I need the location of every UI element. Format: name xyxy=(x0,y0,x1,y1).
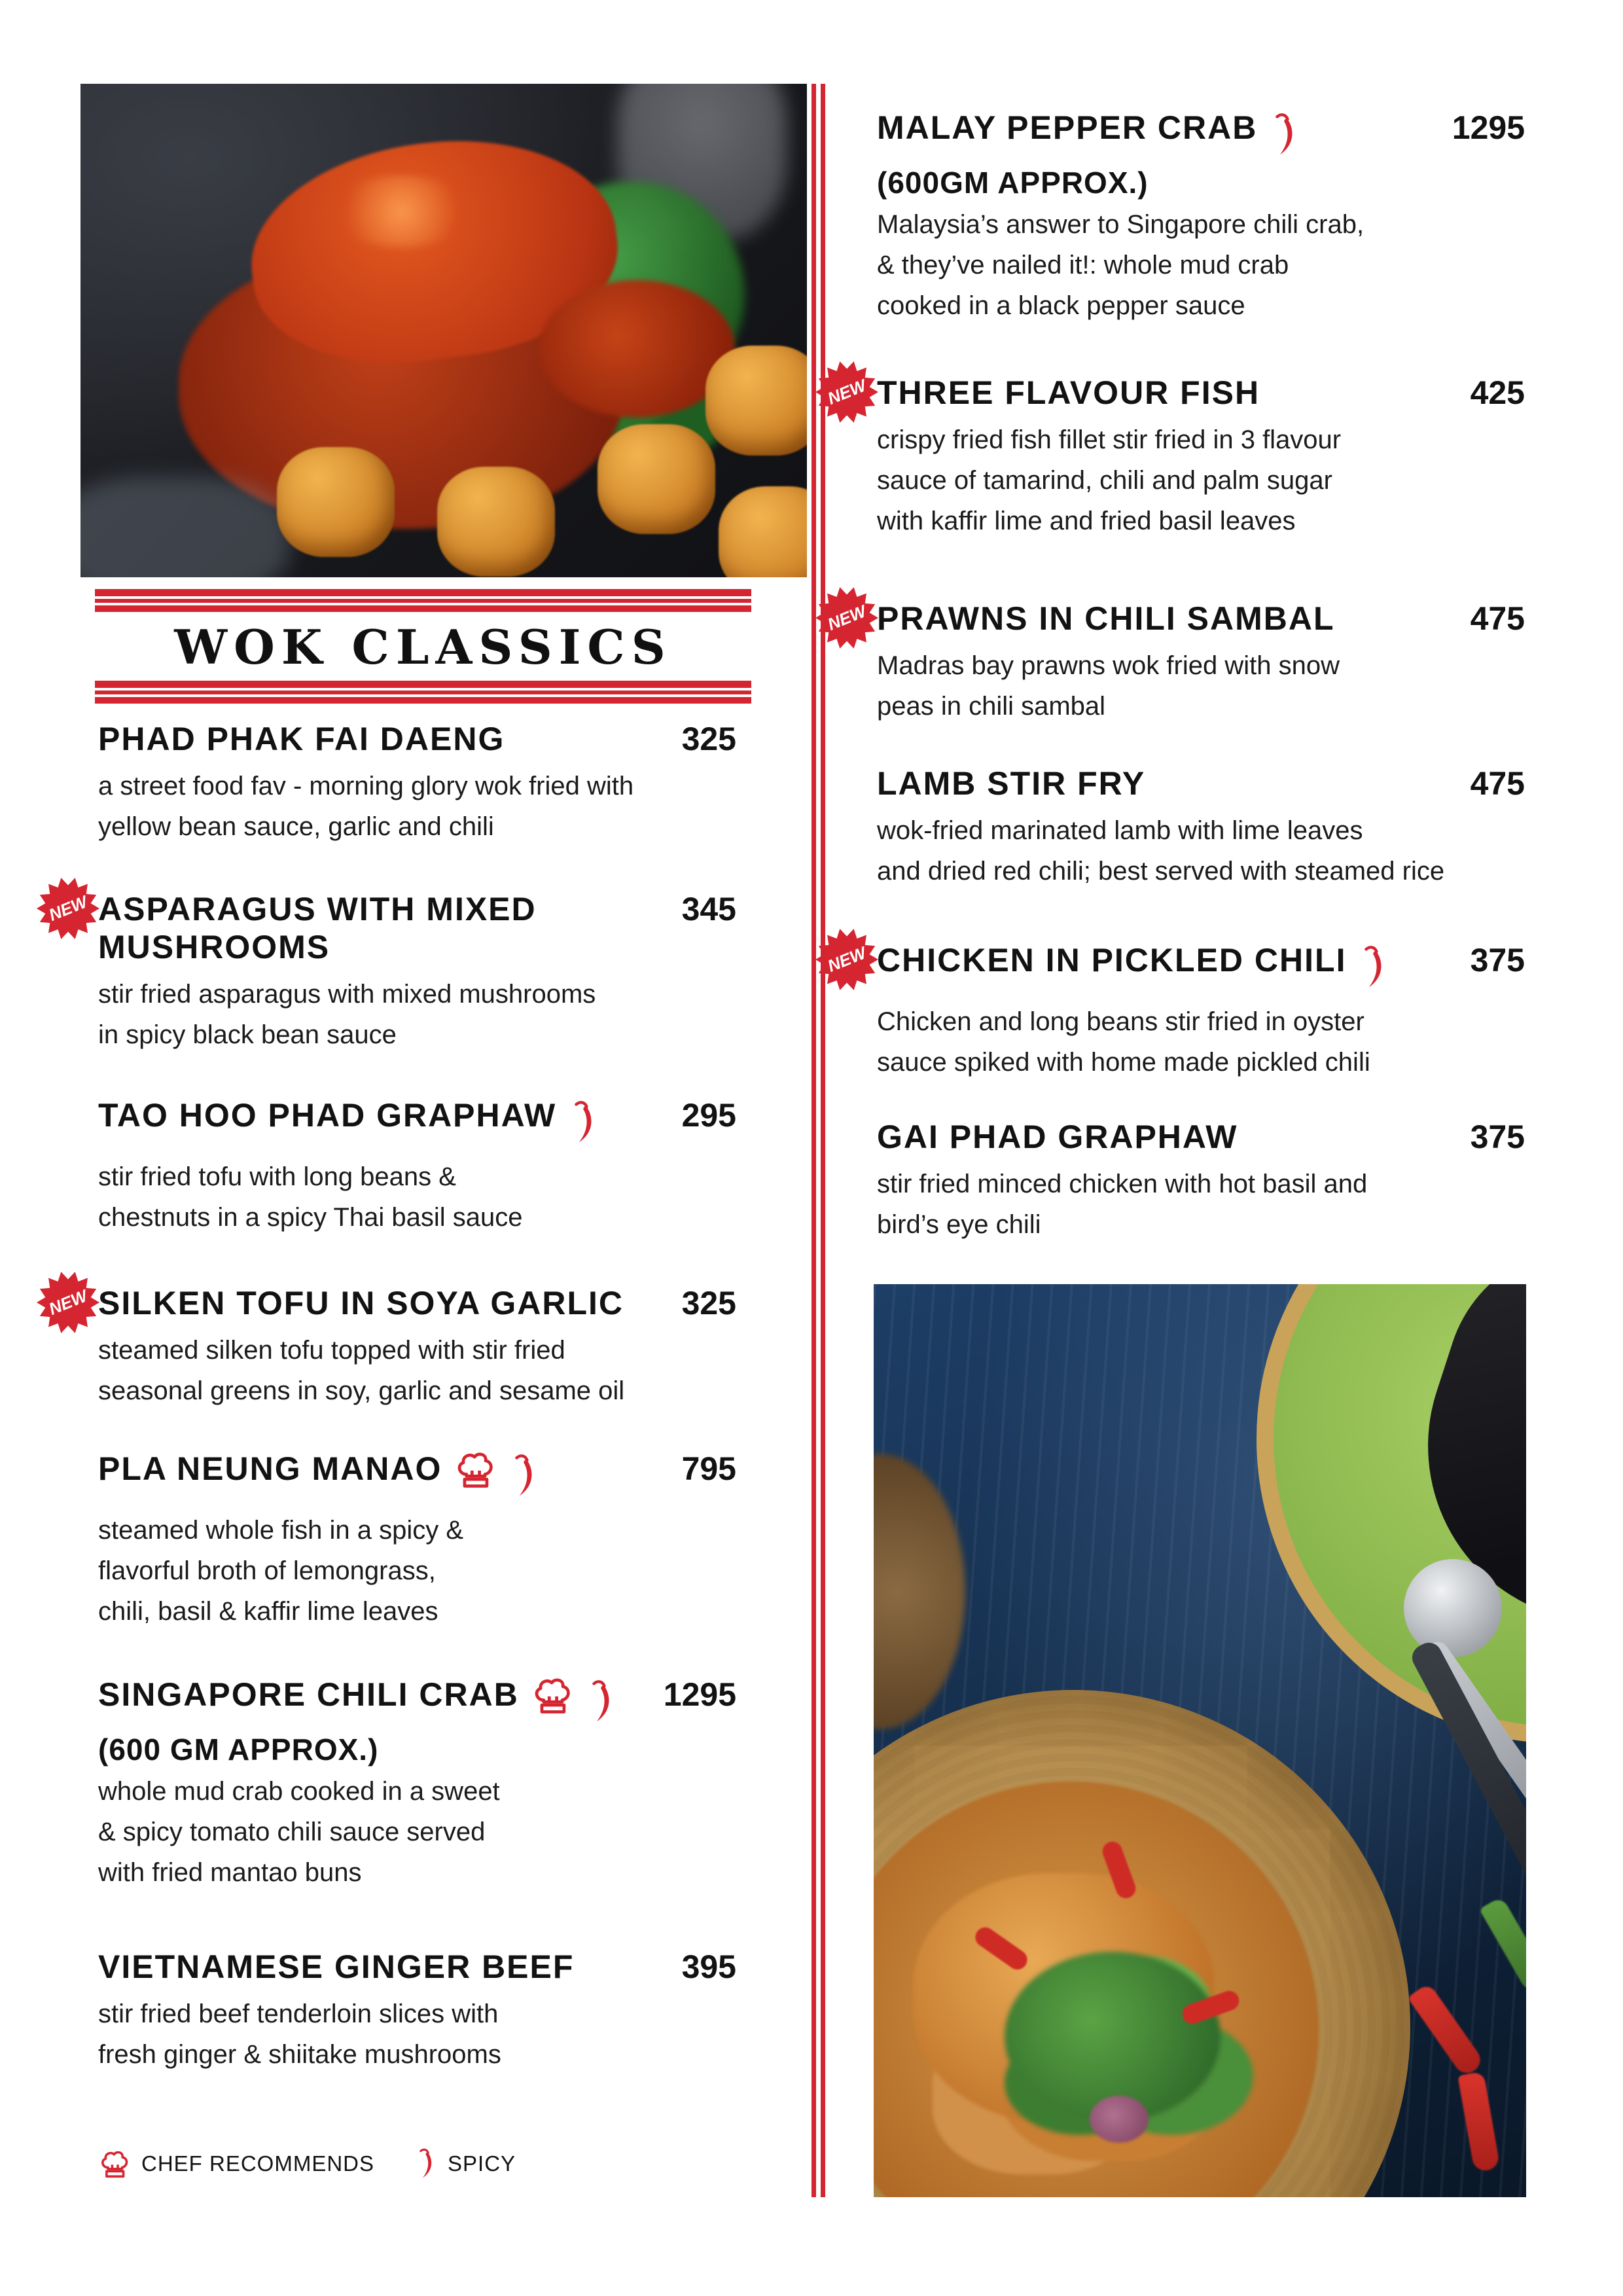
menu-item-malay-pepper-crab xyxy=(877,109,1525,326)
legend xyxy=(98,2145,516,2182)
item-price: 295 xyxy=(681,1097,736,1134)
spoon-icon xyxy=(1404,1559,1502,1657)
item-desc: stir fried beef tenderloin slices with xyxy=(98,2000,499,2028)
menu-item-lamb-stir-fry xyxy=(877,764,1525,891)
menu-item-tao-hoo-phad-graphaw xyxy=(98,1096,736,1238)
item-desc: Malaysia’s answer to Singapore chili crab, xyxy=(877,210,1364,239)
item-desc: and dried red chili; best served with steamed rice xyxy=(877,857,1445,886)
chili-icon xyxy=(508,1450,540,1502)
menu-item-singapore-chili-crab xyxy=(98,1676,736,1893)
new-badge xyxy=(815,361,878,423)
header-rule-bottom xyxy=(95,681,751,704)
menu-item-phad-phak-fai-daeng xyxy=(98,720,736,847)
chef-hat-icon xyxy=(454,1450,497,1489)
legend-chef-label: CHEF RECOMMENDS xyxy=(141,2151,375,2176)
chili-icon xyxy=(1269,109,1300,161)
item-title: CHICKEN IN PICKLED CHILI xyxy=(877,942,1347,978)
item-desc: with kaffir lime and fried basil leaves xyxy=(877,507,1296,535)
new-badge xyxy=(815,586,878,649)
chef-hat-icon xyxy=(98,2149,131,2179)
item-desc: in spicy black bean sauce xyxy=(98,1020,397,1049)
item-desc: steamed silken tofu topped with stir fried xyxy=(98,1336,565,1365)
svg-text:NEW: NEW xyxy=(825,376,869,408)
item-desc: stir fried asparagus with mixed mushrooms xyxy=(98,980,596,1009)
new-badge xyxy=(37,877,99,940)
cloth-hint xyxy=(80,476,290,577)
chili-icon xyxy=(415,2145,437,2182)
item-desc: cooked in a black pepper sauce xyxy=(877,291,1245,320)
item-desc: stir fried minced chicken with hot basil and xyxy=(877,1170,1368,1198)
menu-item-vietnamese-ginger-beef xyxy=(98,1948,736,2075)
svg-text:NEW: NEW xyxy=(825,602,869,634)
legend-spicy-label: SPICY xyxy=(448,2151,516,2176)
item-price: 1295 xyxy=(663,1676,736,1713)
item-subtitle: (600 GM APPROX.) xyxy=(98,1732,379,1767)
item-price: 375 xyxy=(1470,1119,1525,1155)
item-price: 475 xyxy=(1470,600,1525,637)
item-price: 1295 xyxy=(1452,109,1525,146)
mantao-bun xyxy=(719,486,807,577)
item-desc: crispy fried fish fillet stir fried in 3 flavour xyxy=(877,425,1342,454)
item-title: THREE FLAVOUR FISH xyxy=(877,374,1260,411)
item-desc: Madras bay prawns wok fried with snow xyxy=(877,651,1340,680)
new-badge xyxy=(37,1271,99,1334)
item-price: 325 xyxy=(681,721,736,757)
onion-piece xyxy=(1090,2096,1149,2143)
item-desc: fresh ginger & shiitake mushrooms xyxy=(98,2040,501,2069)
item-title: MALAY PEPPER CRAB xyxy=(877,109,1258,146)
item-desc: steamed whole fish in a spicy & xyxy=(98,1516,464,1545)
item-subtitle: (600GM APPROX.) xyxy=(877,166,1149,200)
item-title: GAI PHAD GRAPHAW xyxy=(877,1119,1238,1155)
item-price: 395 xyxy=(681,1948,736,1985)
svg-text:NEW: NEW xyxy=(46,1287,90,1319)
item-title: SILKEN TOFU IN SOYA GARLIC xyxy=(98,1285,624,1321)
menu-item-silken-tofu xyxy=(46,1284,736,1411)
green-chili xyxy=(1479,1896,1526,1994)
svg-text:NEW: NEW xyxy=(46,893,90,925)
item-desc: flavorful broth of lemongrass, xyxy=(98,1556,436,1585)
menu-item-asparagus-mushrooms xyxy=(46,890,736,1055)
item-desc: & spicy tomato chili sauce served xyxy=(98,1818,486,1846)
menu-item-pla-neung-manao xyxy=(98,1450,736,1632)
item-price: 475 xyxy=(1470,765,1525,802)
item-desc: bird’s eye chili xyxy=(877,1210,1041,1239)
item-desc: Chicken and long beans stir fried in oyster xyxy=(877,1007,1364,1036)
red-chili xyxy=(1457,2072,1500,2173)
item-title: SINGAPORE CHILI CRAB xyxy=(98,1676,519,1713)
chili-crab-photo xyxy=(80,84,807,577)
mantao-bun xyxy=(277,447,395,557)
item-price: 375 xyxy=(1470,942,1525,978)
section-title: WOK CLASSICS xyxy=(174,619,672,675)
mantao-bun xyxy=(705,346,807,456)
item-title: TAO HOO PHAD GRAPHAW xyxy=(98,1097,557,1134)
item-title: PLA NEUNG MANAO xyxy=(98,1450,442,1487)
header-rule-top xyxy=(95,589,751,612)
item-title: PRAWNS IN CHILI SAMBAL xyxy=(877,600,1335,637)
chili-icon xyxy=(568,1096,599,1149)
chili-icon xyxy=(1358,941,1389,994)
item-desc: yellow bean sauce, garlic and chili xyxy=(98,812,494,841)
menu-item-chicken-pickled-chili xyxy=(825,941,1525,1083)
item-desc: a street food fav - morning glory wok fried with xyxy=(98,772,634,800)
item-title: LAMB STIR FRY xyxy=(877,765,1146,802)
crab-shine xyxy=(329,175,473,247)
svg-text:NEW: NEW xyxy=(825,944,869,976)
item-price: 795 xyxy=(681,1450,736,1487)
item-desc: wok-fried marinated lamb with lime leaves xyxy=(877,816,1363,845)
item-desc: chili, basil & kaffir lime leaves xyxy=(98,1597,438,1626)
item-desc: & they’ve nailed it!: whole mud crab xyxy=(877,251,1289,279)
chicken-bowl-photo xyxy=(874,1284,1526,2197)
red-chili xyxy=(1408,1982,1486,2078)
item-title: ASPARAGUS WITH MIXED xyxy=(98,891,537,927)
mantao-bun xyxy=(437,467,555,577)
new-badge xyxy=(815,928,878,991)
menu-item-gai-phad-graphaw xyxy=(877,1118,1525,1245)
item-desc: peas in chili sambal xyxy=(877,692,1106,721)
item-desc: stir fried tofu with long beans & xyxy=(98,1162,456,1191)
item-price: 325 xyxy=(681,1285,736,1321)
item-title-line2: MUSHROOMS xyxy=(98,929,330,965)
menu-item-prawns-chili-sambal xyxy=(825,600,1525,726)
chili-icon xyxy=(586,1676,617,1728)
mantao-bun xyxy=(597,424,715,534)
item-title: PHAD PHAK FAI DAENG xyxy=(98,721,505,757)
chef-hat-icon xyxy=(531,1676,574,1715)
item-desc: seasonal greens in soy, garlic and sesame oil xyxy=(98,1376,625,1405)
menu-item-three-flavour-fish xyxy=(825,374,1525,541)
item-price: 425 xyxy=(1470,374,1525,411)
item-desc: chestnuts in a spicy Thai basil sauce xyxy=(98,1203,523,1232)
item-desc: sauce spiked with home made pickled chili xyxy=(877,1048,1370,1077)
item-desc: with fried mantao buns xyxy=(98,1858,362,1887)
item-price: 345 xyxy=(681,891,736,927)
item-desc: sauce of tamarind, chili and palm sugar xyxy=(877,466,1332,495)
item-title: VIETNAMESE GINGER BEEF xyxy=(98,1948,575,1985)
item-desc: whole mud crab cooked in a sweet xyxy=(98,1777,500,1806)
wooden-tray xyxy=(874,1454,965,1729)
